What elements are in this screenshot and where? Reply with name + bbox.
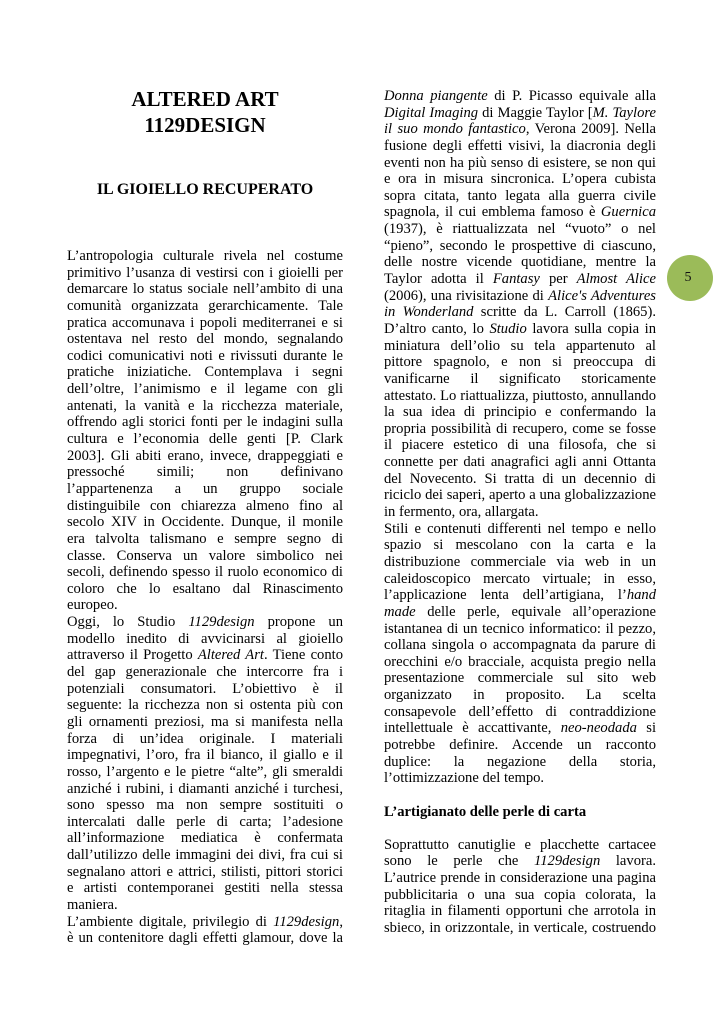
italic-text: Fantasy <box>492 271 540 288</box>
page-number-badge <box>667 255 713 301</box>
paragraph <box>67 614 343 914</box>
text-line: connette per dati anagrafici agli anni Ottanta <box>384 454 656 471</box>
text-line: spagnola, il cui emblema famoso è Guernica <box>384 204 656 221</box>
text-line: modello inedito di avvicinarsi al gioiello <box>67 630 343 647</box>
text-line: all’informazione mediatica è confermata <box>67 830 343 847</box>
text-line: e ora in misura sincronica. L’opera cubista <box>384 171 656 188</box>
paragraph <box>67 914 343 947</box>
text-line: sopra citata, tanto legata alla guerra civile <box>384 187 656 204</box>
text-line: forza di un’idea originale. I materiali <box>67 730 343 747</box>
text-line: fusione degli effetti visivi, la diacronia degli <box>384 137 656 154</box>
italic-text: Alice's Adventures <box>548 287 656 304</box>
text-line: seguente: la ricchezza non si ostenta più con <box>67 697 343 714</box>
text-line: rosso, l’argento e le pietre “alte”, gli smeraldi <box>67 763 343 780</box>
text-line: pittore spagnolo, e non si preoccupa di <box>384 354 656 371</box>
text-line: Oggi, lo Studio 1129design propone un <box>67 614 343 631</box>
paragraph <box>67 248 343 614</box>
text-line: sono le perle che 1129design lavora. <box>384 853 656 870</box>
paragraph <box>384 521 656 787</box>
text-line: delle nostre vicende quotidiane, mentre la <box>384 254 656 271</box>
text-line: gli ornamenti preziosi, ma si manifesta nella <box>67 713 343 730</box>
text-line: ostentava nel resto del mondo, segnalando <box>67 331 343 348</box>
text-line: impegnativi, l’oro, fra il bianco, il giallo e il <box>67 747 343 764</box>
text-line: primitivo l’usanza di vestirsi con i gioielli per <box>67 264 343 281</box>
text-line: intellettuale è accattivante, neo-neodada si <box>384 720 656 737</box>
text-line: eventi non ha più senso di esistere, se non qui <box>384 154 656 171</box>
document-title <box>67 86 343 138</box>
text-line: Soprattutto canutiglie e placchette cartacee <box>384 836 656 853</box>
text-line: in Wonderland scritte da L. Carroll (1865). <box>384 304 656 321</box>
text-line: pratiche iniziatiche. Contemplava i segni <box>67 364 343 381</box>
text-line: comunità organizzata gerarchicamente. Tale <box>67 297 343 314</box>
text-line: secolo XIV in Occidente. Dunque, il monile <box>67 514 343 531</box>
text-line: (2006), una rivisitazione di Alice's Adventures <box>384 287 656 304</box>
text-line: e artisti contemporanei gestiti nella stessa <box>67 880 343 897</box>
text-line: europeo. <box>67 597 118 614</box>
italic-text: made <box>384 603 416 620</box>
text-line: duplice: la negazione della storia, <box>384 753 656 770</box>
text-line: caleidoscopico mercato virtuale; in esso, <box>384 570 656 587</box>
text-line: organizzato in proposito. La scelta <box>384 687 656 704</box>
text-line: pubblicitaria o una sua copia colorata, la <box>384 886 656 903</box>
text-line: “pieno”, secondo le prospettive di ciascuno, <box>384 237 656 254</box>
text-line: cultura e l’economia delle genti [P. Clark <box>67 431 343 448</box>
page-number: 5 <box>684 270 692 285</box>
text-line: made delle perle, equivale all’operazione <box>384 603 656 620</box>
text-line: era talvolta talismano e sempre segno di <box>67 530 343 547</box>
italic-text: 1129design <box>534 853 601 870</box>
text-line: pressoché simili; non definivano <box>67 464 343 481</box>
text-line: propria possibilità di recupero, come se fosse <box>384 420 656 437</box>
text-line: L’ambiente digitale, privilegio di 1129design, <box>67 913 343 930</box>
italic-text: 1129design <box>273 913 340 930</box>
text-line: collana singola o accompagnata da parure di <box>384 637 656 654</box>
italic-text: M. Taylore <box>592 104 656 121</box>
text-line: offrendo agli storici fonti per le indagini sulla <box>67 414 343 431</box>
text-line: attraverso il Progetto Altered Art. Tiene conto <box>67 647 343 664</box>
text-line: anziché i rubini, i diamanti anziché i turchesi, <box>67 780 343 797</box>
left-text-column <box>67 248 343 947</box>
text-line: dall’utilizzo delle immagini dei divi, fra cui si <box>67 847 343 864</box>
text-line: la sua idea di principio e confermando la <box>384 404 656 421</box>
text-line: intercalati dalle perle di carta; l’adesione <box>67 813 343 830</box>
text-line: il suo mondo fantastico, Verona 2009]. Nella <box>384 121 656 138</box>
italic-text: 1129design <box>188 614 255 631</box>
text-line: istantanea di un tecnico informatico: il pezzo, <box>384 620 656 637</box>
text-line: L’antropologia culturale rivela nel costume <box>67 248 343 264</box>
text-line: del Novecento. Si tratta di un decennio di <box>384 470 656 487</box>
blank-line <box>384 787 656 804</box>
text-line: D’altro canto, lo Studio lavora sulla copia in <box>384 320 656 337</box>
text-line: Donna piangente di P. Picasso equivale alla <box>384 88 656 104</box>
text-line: consapevole dell’effetto di contraddizione <box>384 703 656 720</box>
blank-line <box>384 820 656 837</box>
italic-text: neo-neodada <box>560 720 637 737</box>
text-line: ritaglia in filamenti opportuni che arrotola in <box>384 903 656 920</box>
text-line: distinguibile con chiarezza almeno fino al <box>67 497 343 514</box>
text-line: (1937), è riattualizzata nel “vuoto” o nel <box>384 221 656 238</box>
text-line: attestato. Lo riattualizza, piuttosto, annullando <box>384 387 656 404</box>
right-text-column <box>384 88 656 937</box>
text-line: distribuzione commerciale via web in un <box>384 553 656 570</box>
text-line: il piacere estetico di una filosofa, che si <box>384 437 656 454</box>
text-line: l’applicazione lenta dell’artigiana, l’hand <box>384 587 656 604</box>
italic-text: Digital Imaging <box>384 104 479 121</box>
text-line: del gap generazionale che intercorre fra i <box>67 664 343 681</box>
text-line: classe. Conserva un valore simbolico nei <box>67 547 343 564</box>
text-line: sono spesso ma non sempre sostituiti o <box>67 797 343 814</box>
paragraph <box>384 837 656 937</box>
text-line: pratica accomunava i popoli mediterranei e si <box>67 314 343 331</box>
italic-text: Donna piangente <box>384 88 488 104</box>
text-line: 2003]. Gli abiti erano, invece, drappeggiati e <box>67 447 343 464</box>
text-line: in fermento, ora, allargata. <box>384 504 539 521</box>
text-line: demarcare lo status sociale nell’ambito di una <box>67 281 343 298</box>
subsection-heading: L’artigianato delle perle di carta <box>384 803 587 820</box>
text-line: Digital Imaging di Maggie Taylor [M. Taylore <box>384 104 656 121</box>
italic-text: hand <box>626 587 656 604</box>
text-line: Stili e contenuti differenti nel tempo e nello <box>384 520 656 537</box>
text-line: sbieco, in orizzontale, in verticale, costruendo <box>384 920 656 937</box>
text-line: secoli, definendo spesso il ruolo economico di <box>67 564 343 581</box>
text-line: vanificarne il significato storicamente <box>384 370 656 387</box>
text-line: coloro che lo esaltano dal Rinascimento <box>67 580 343 597</box>
italic-text: in Wonderland <box>384 304 474 321</box>
text-line: maniera. <box>67 896 118 913</box>
text-line: potenziali consumatori. L’obiettivo è il <box>67 680 343 697</box>
text-line: è un contenitore dagli effetti glamour, dove la <box>67 930 343 947</box>
italic-text: Almost Alice <box>576 271 656 288</box>
italic-text: Altered Art <box>197 647 264 664</box>
italic-text: Studio <box>489 320 527 337</box>
text-line: dell’oltre, l’animismo e il legame con gli <box>67 381 343 398</box>
italic-text: il suo mondo fantastico <box>384 121 526 138</box>
paragraph <box>384 88 656 521</box>
text-line: potrebbe definire. Accende un racconto <box>384 736 656 753</box>
text-line: L’autrice prende in considerazione una pagina <box>384 870 656 887</box>
title-line-1: ALTERED ART <box>131 87 279 111</box>
text-line: riciclo dei saperi, aperto a una globalizzazione <box>384 487 656 504</box>
text-line: Taylor adotta il Fantasy per Almost Alice <box>384 271 656 288</box>
text-line: l’appartenenza a un gruppo sociale <box>67 480 343 497</box>
text-line: orecchini e/o bracciale, acquista pregio nella <box>384 653 656 670</box>
section-title: IL GIOIELLO RECUPERATO <box>96 181 314 198</box>
italic-text: Guernica <box>600 204 656 221</box>
text-line: antenati, la vanità e la ricchezza materiale, <box>67 397 343 414</box>
text-line: codici comunicativi noti e rivissuti durante le <box>67 347 343 364</box>
title-line-2: 1129DESIGN <box>144 113 266 137</box>
text-line: segnalano attori e attrici, stilisti, pittori storici <box>67 863 343 880</box>
text-line: l’ottimizzazione del tempo. <box>384 770 545 787</box>
text-line: miniatura dell’olio su tela appartenuto al <box>384 337 656 354</box>
text-line: spazio si mescolano con la carta e la <box>384 537 656 554</box>
text-line: presentazione commerciale sul sito web <box>384 670 656 687</box>
